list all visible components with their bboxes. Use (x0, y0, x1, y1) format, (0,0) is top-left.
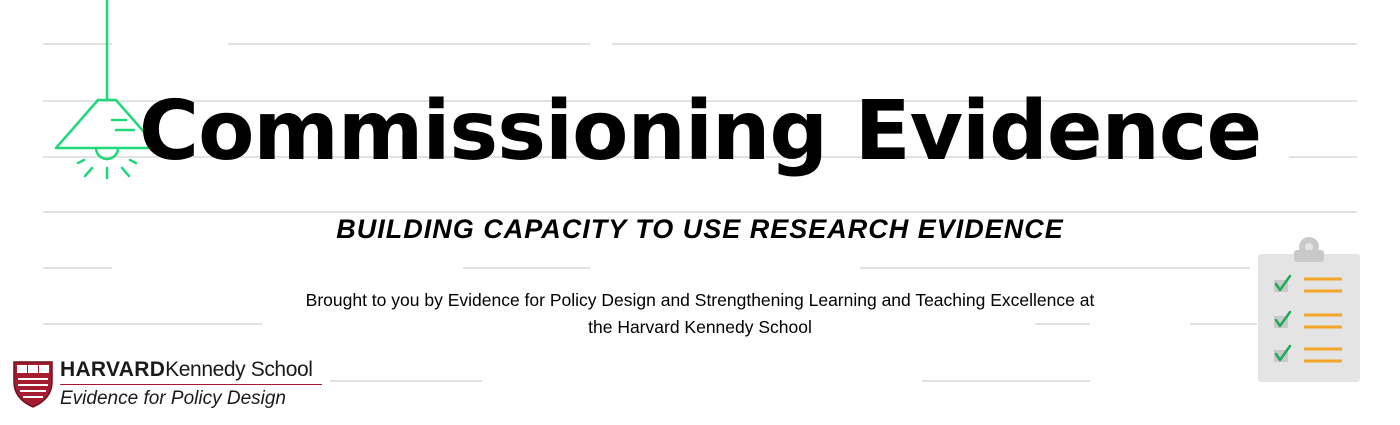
logo-harvard: HARVARD (60, 358, 166, 381)
clipboard-icon (1258, 236, 1360, 386)
credit-line-1: Brought to you by Evidence for Policy Design and Strengthening Learning and Teaching Excellence at (305, 290, 1095, 310)
page-title: Commissioning Evidence (138, 84, 1262, 179)
harvard-shield-icon (12, 360, 54, 408)
credit-text (250, 287, 1150, 341)
logo-program: Evidence for Policy Design (60, 388, 286, 409)
logo-kennedy-school: Kennedy School (165, 358, 313, 381)
logo-wordmark (60, 357, 313, 383)
hks-logo (12, 356, 322, 416)
credit-line-2: the Harvard Kennedy School (588, 317, 812, 337)
logo-divider (60, 384, 322, 385)
subtitle: BUILDING CAPACITY TO USE RESEARCH EVIDENCE (336, 214, 1064, 244)
